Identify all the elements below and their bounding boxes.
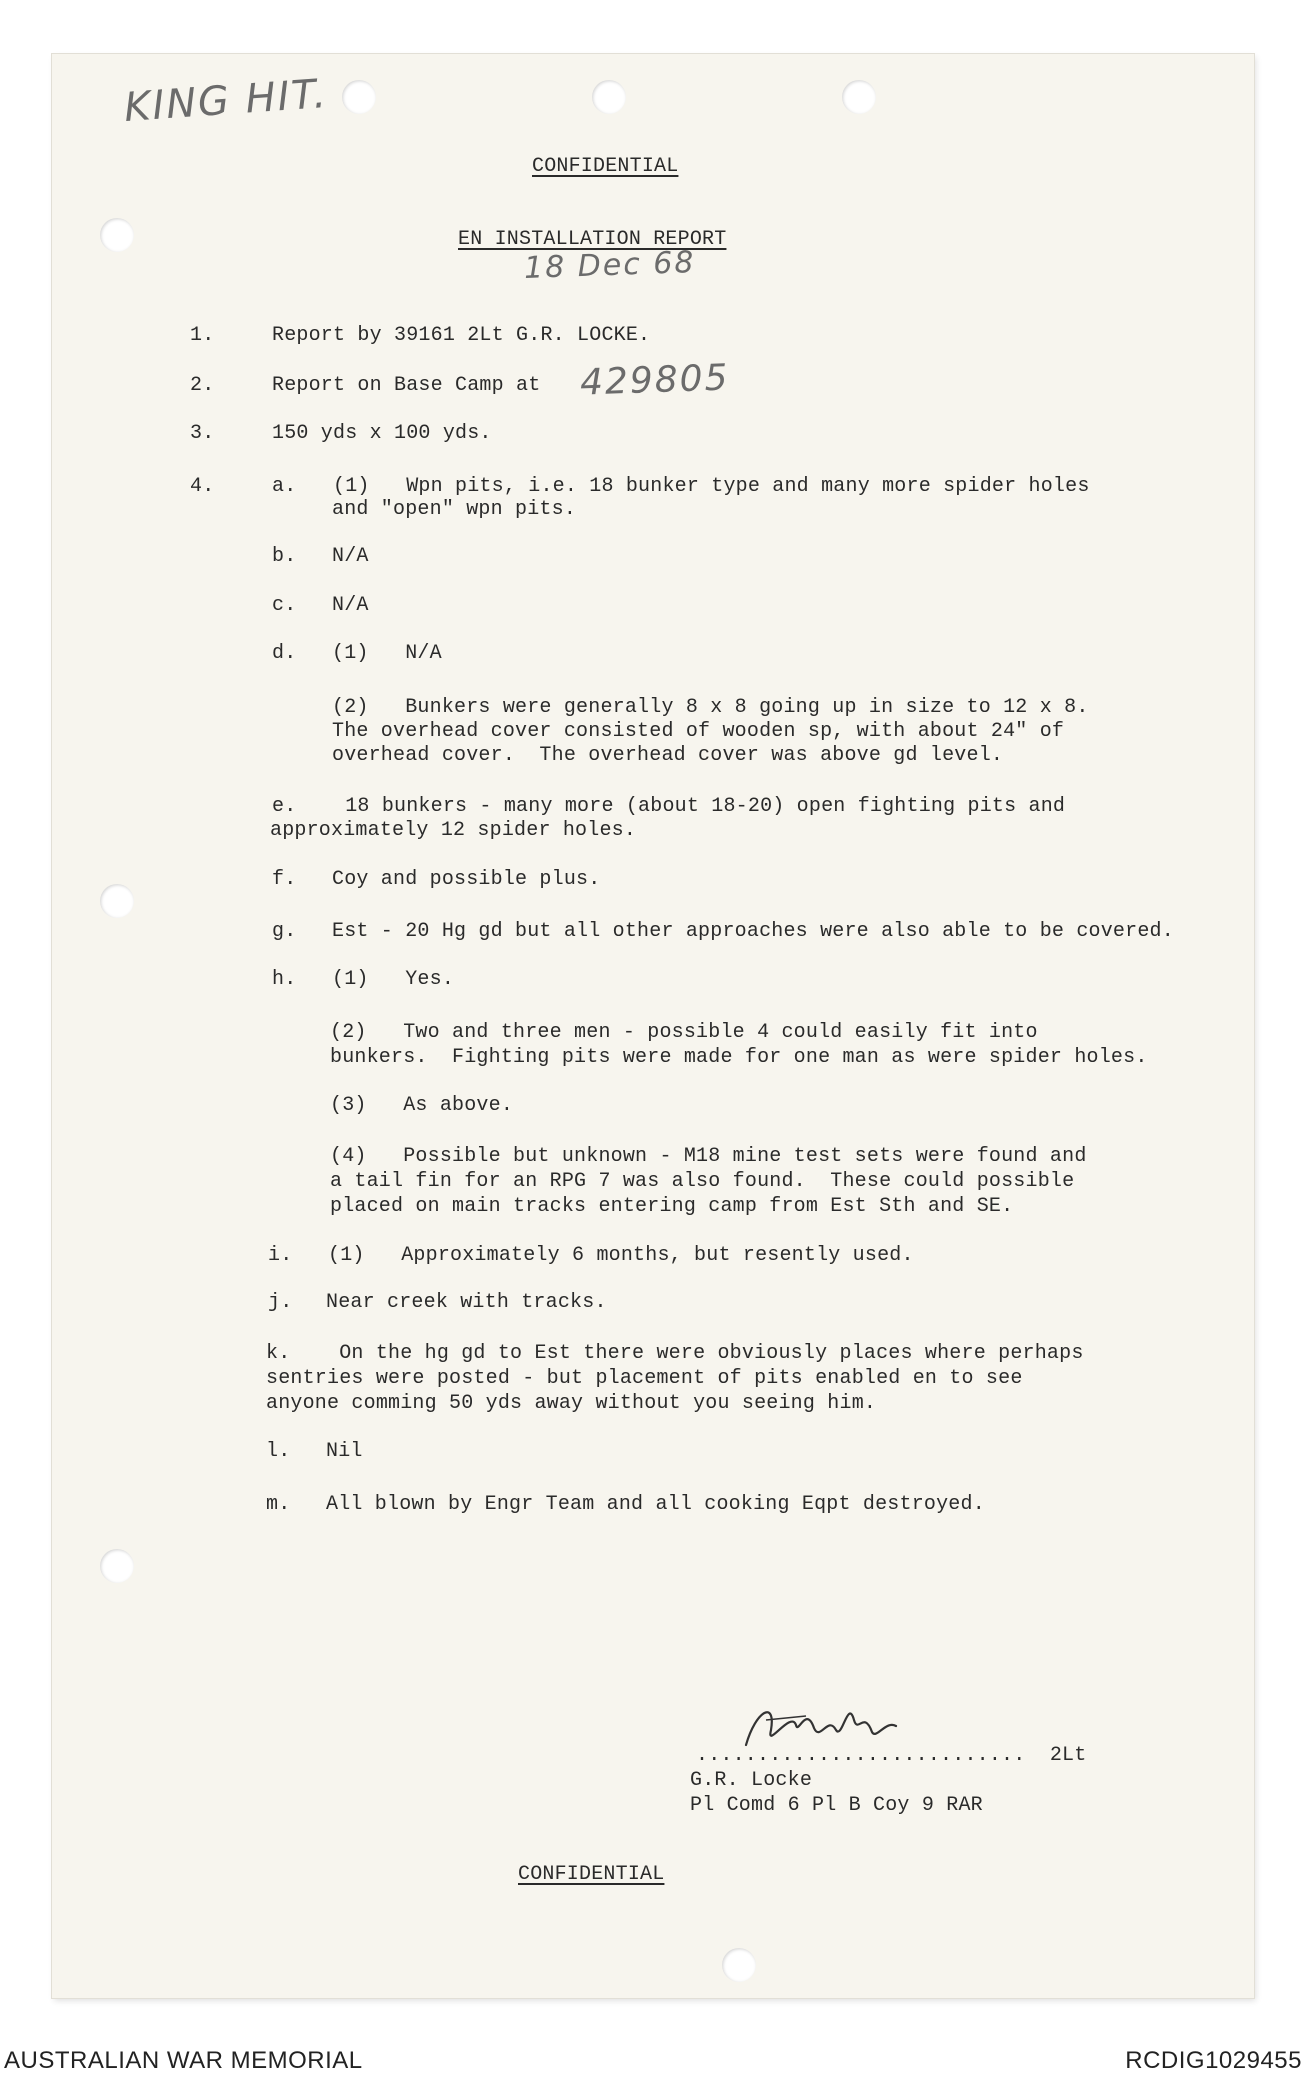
sub-label: d. [272,642,297,665]
sub-text: anyone comming 50 yds away without you seeing him. [266,1392,877,1415]
sub-label: g. [272,920,297,943]
classification-footer: CONFIDENTIAL [518,1863,665,1886]
sub-text: The overhead cover consisted of wooden sp, with about 24" of [332,720,1065,743]
classification-header: CONFIDENTIAL [532,155,679,178]
punch-hole [842,80,876,114]
sub-text: Near creek with tracks. [326,1291,607,1314]
sub-text: e. 18 bunkers - many more (about 18-20) open fighting pits and [272,795,1066,818]
item-number: 2. [190,374,215,397]
report-title: EN INSTALLATION REPORT [458,228,727,251]
sub-text: a tail fin for an RPG 7 was also found. These could possible [330,1170,1075,1193]
sub-label: h. [272,968,297,991]
sub-text: placed on main tracks entering camp from Est Sth and SE. [330,1195,1014,1218]
sub-text: All blown by Engr Team and all cooking Eqpt destroyed. [326,1493,985,1516]
sub-text: k. On the hg gd to Est there were obviously places where perhaps [266,1342,1084,1365]
sub-label: j. [268,1291,293,1314]
sub-text: Nil [326,1440,363,1463]
item-text: Report by 39161 2Lt G.R. LOCKE. [272,324,651,347]
sub-text: Coy and possible plus. [332,868,601,891]
item-text: and "open" wpn pits. [332,498,577,521]
sub-text: Est - 20 Hg gd but all other approaches were also able to be covered. [332,920,1174,943]
sub-text: (3) As above. [330,1094,514,1117]
sub-text: N/A [332,594,369,617]
sub-text: bunkers. Fighting pits were made for one man as were spider holes. [330,1046,1148,1069]
signatory-appointment: Pl Comd 6 Pl B Coy 9 RAR [690,1794,983,1817]
sub-label: c. [272,594,297,617]
sub-label: l. [266,1440,291,1463]
sub-label: f. [272,868,297,891]
sub-text: approximately 12 spider holes. [270,819,637,842]
item-text: Report on Base Camp at [272,374,541,397]
handwritten-grid-reference: 429805 [579,357,731,404]
sub-text: (1) Approximately 6 months, but resently used. [328,1244,914,1267]
item-text: 150 yds x 100 yds. [272,422,492,445]
item-number: 3. [190,422,215,445]
punch-hole [592,80,626,114]
sub-text: (1) N/A [332,642,442,665]
punch-hole [342,80,376,114]
handwritten-note: KING HIT. [122,70,330,132]
sub-text: (4) Possible but unknown - M18 mine test sets were found and [330,1145,1087,1168]
sub-label: m. [266,1493,291,1516]
sub-label: b. [272,545,297,568]
item-number: 1. [190,324,215,347]
sub-label: i. [268,1244,293,1267]
item-text: a. (1) Wpn pits, i.e. 18 bunker type and many more spider holes [272,475,1090,498]
sub-text: (1) Yes. [332,968,455,991]
item-number: 4. [190,475,215,498]
punch-hole [722,1948,756,1982]
signature-line: ........................... 2Lt [696,1744,1087,1767]
handwritten-date: 18 Dec 68 [523,245,697,286]
punch-hole [100,218,134,252]
archive-id: RCDIG1029455 [1125,2047,1302,2074]
punch-hole [100,1549,134,1583]
punch-hole [100,884,134,918]
sub-text: (2) Two and three men - possible 4 could easily fit into [330,1021,1038,1044]
sub-text: N/A [332,545,369,568]
sub-text: overhead cover. The overhead cover was above gd level. [332,744,1004,767]
archive-credit: AUSTRALIAN WAR MEMORIAL [4,2047,363,2074]
sub-text: sentries were posted - but placement of pits enabled en to see [266,1367,1023,1390]
sub-text: (2) Bunkers were generally 8 x 8 going up in size to 12 x 8. [332,696,1089,719]
signatory-name: G.R. Locke [690,1769,813,1792]
